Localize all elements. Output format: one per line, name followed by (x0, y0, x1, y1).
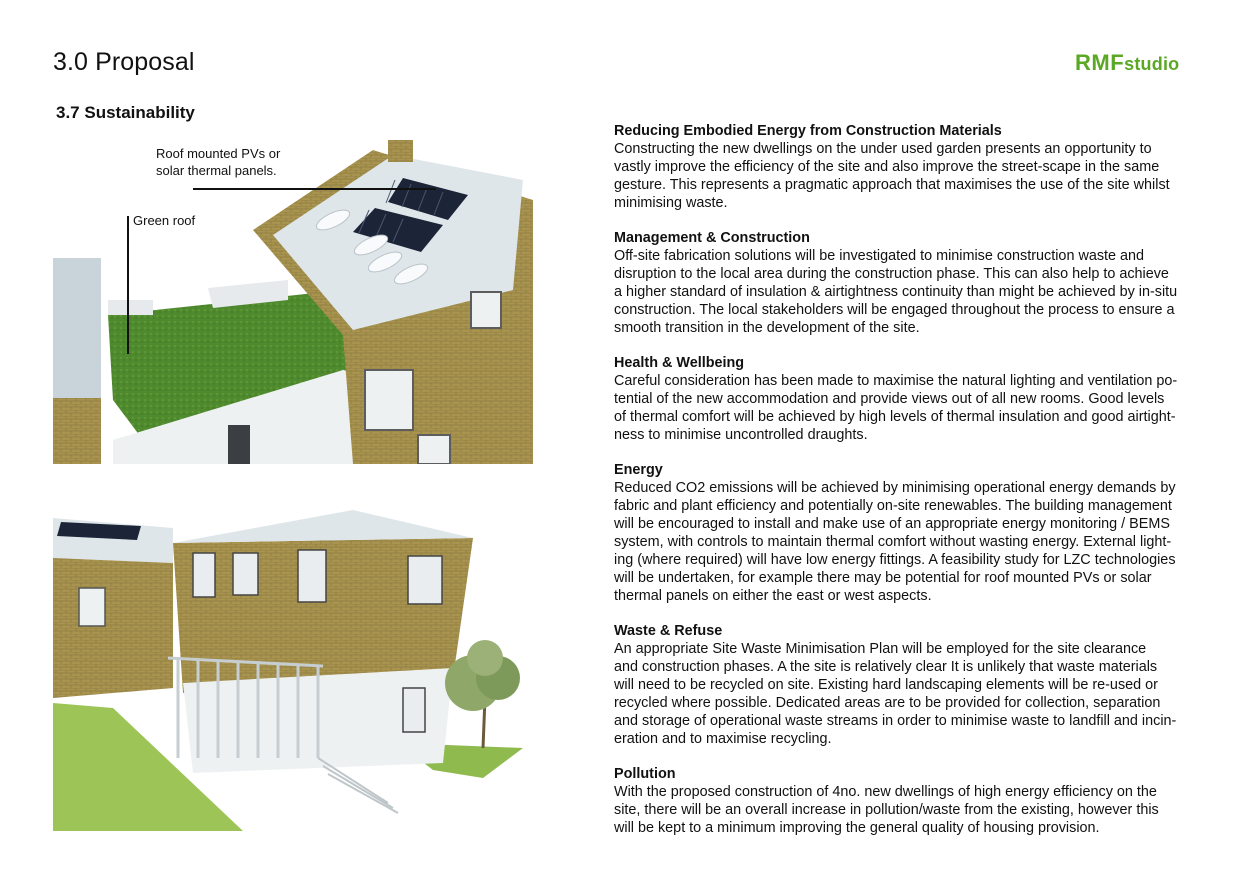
logo-part-rmf: RMF (1075, 50, 1125, 75)
body-line: An appropriate Site Waste Minimisation Plan will be employed for the site clearance (614, 641, 1147, 657)
block-embodied-energy (614, 122, 1204, 212)
green-roof-annotation: Green roof (133, 213, 196, 228)
body-line: will be undertaken, for example there may be potential for roof mounted PVs or solar (614, 570, 1152, 586)
block-heading: Waste & Refuse (614, 623, 723, 639)
body-line: Constructing the new dwellings on the under used garden presents an opportunity to (614, 141, 1152, 157)
window (471, 292, 501, 328)
logo-part-studio: studio (1124, 54, 1180, 74)
page-title: 3.0 Proposal (53, 48, 195, 76)
block-heading: Management & Construction (614, 230, 810, 246)
block-body (614, 479, 1204, 605)
body-line: site, there will be an overall increase in pollution/waste from the existing, however this (614, 802, 1159, 818)
body-line: construction. The local stakeholders will be engaged throughout the process to ensure a (614, 302, 1175, 318)
block-body (614, 372, 1204, 444)
block-heading: Reducing Embodied Energy from Construction Materials (614, 123, 1002, 139)
pv-annotation-line-1: Roof mounted PVs or (156, 146, 281, 161)
block-body (614, 247, 1204, 337)
body-line: tential of the new accommodation and provide views out of all new rooms. Good levels (614, 391, 1165, 407)
body-line: a higher standard of insulation & airtightness continuity than might be achieved by in-situ (614, 284, 1178, 300)
body-line: disruption to the local area during the construction phase. This can also help to achieve (614, 266, 1169, 282)
block-waste-refuse (614, 622, 1204, 748)
body-line: Careful consideration has been made to maximise the natural lighting and ventilation po- (614, 373, 1178, 389)
pv-annotation-line-2: solar thermal panels. (156, 163, 277, 178)
body-line: minimising waste. (614, 195, 728, 211)
body-line: vastly improve the efficiency of the site and also improve the street-scape in the same (614, 159, 1160, 175)
window (365, 370, 413, 430)
body-line: gesture. This represents a pragmatic approach that maximises the use of the site whilst (614, 177, 1170, 193)
block-heading: Health & Wellbeing (614, 355, 745, 371)
body-line: will be encouraged to install and make use of an appropriate energy monitoring / BEMS (614, 516, 1170, 532)
body-line: and storage of operational waste streams in order to minimise waste to landfill and incin- (614, 713, 1177, 729)
block-body (614, 140, 1204, 212)
block-management-construction (614, 229, 1204, 337)
window (418, 435, 450, 464)
body-line: Off-site fabrication solutions will be investigated to minimise construction waste and (614, 248, 1145, 264)
left-house-wall (53, 558, 173, 698)
company-logo (1075, 50, 1179, 76)
body-line: system, with controls to maintain thermal comfort without wasting energy. External light- (614, 534, 1172, 550)
body-line: ness to minimise uncontrolled draughts. (614, 427, 868, 443)
block-body (614, 640, 1204, 748)
block-body (614, 783, 1204, 837)
section-title: 3.7 Sustainability (56, 103, 195, 122)
body-line: recycled where possible. Dedicated areas are to be provided for collection, separation (614, 695, 1161, 711)
block-heading: Energy (614, 462, 663, 478)
green-roof-leader-line (127, 216, 129, 354)
body-line: thermal panels on either the east or west aspects. (614, 588, 932, 604)
block-pollution (614, 765, 1204, 837)
body-line: and construction phases. A the site is relatively clear It is unlikely that waste materials (614, 659, 1158, 675)
block-heading: Pollution (614, 766, 676, 782)
body-line: fabric and plant efficiency and potentially on-site renewables. The building management (614, 498, 1172, 514)
body-line: of thermal comfort will be achieved by high levels of thermal insulation and good airtight- (614, 409, 1176, 425)
sustainability-content (614, 122, 1204, 854)
block-health-wellbeing (614, 354, 1204, 444)
pv-leader-line (193, 188, 436, 190)
body-line: With the proposed construction of 4no. new dwellings of high energy efficiency on the (614, 784, 1157, 800)
body-line: Reduced CO2 emissions will be achieved by minimising operational energy demands by (614, 480, 1176, 496)
body-line: eration and to maximise recycling. (614, 731, 832, 747)
pv-annotation (156, 145, 316, 179)
block-energy (614, 461, 1204, 605)
body-line: will be kept to a minimum improving the general quality of housing provision. (614, 820, 1100, 836)
rear-elevation-render (53, 508, 539, 831)
body-line: ing (where required) will have low energy fittings. A feasibility study for LZC technologies (614, 552, 1176, 568)
body-line: will need to be recycled on site. Existing hard landscaping elements will be re-used or (614, 677, 1158, 693)
body-line: smooth transition in the development of the site. (614, 320, 920, 336)
